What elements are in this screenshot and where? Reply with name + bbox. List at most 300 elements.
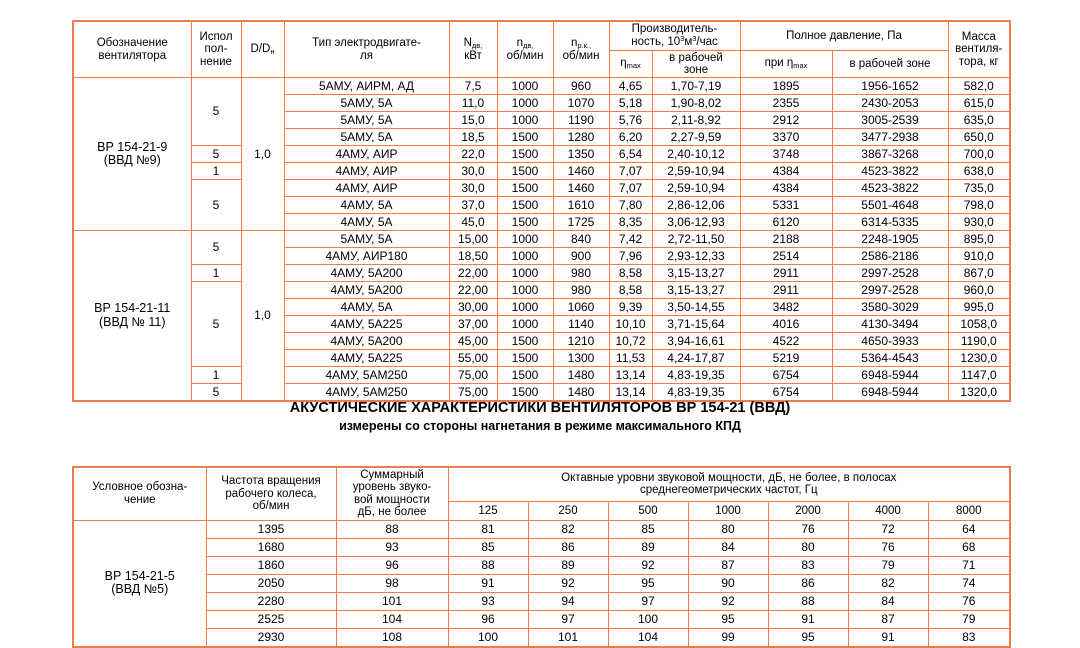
execution-cell: 5 xyxy=(191,282,241,367)
octave-1000-cell: 92 xyxy=(688,592,768,610)
mass-cell: 615,0 xyxy=(948,95,1010,112)
octave-2000-cell: 91 xyxy=(768,610,848,628)
motor-rpm-cell: 1500 xyxy=(497,367,553,384)
power-cell: 30,0 xyxy=(449,180,497,197)
octave-8000-cell: 83 xyxy=(928,628,1010,647)
performance-work-zone-cell: 2,27-9,59 xyxy=(652,129,740,146)
wheel-rpm-cell: 1680 xyxy=(206,538,336,556)
total-level-cell: 98 xyxy=(336,574,448,592)
total-level-cell: 108 xyxy=(336,628,448,647)
performance-work-zone-cell: 2,59-10,94 xyxy=(652,163,740,180)
motor-type-cell: 5АМУ, 5А xyxy=(284,129,449,146)
header-n-rk-rpm: $n_{р.к.,}$ об/мин xyxy=(553,21,609,78)
performance-work-zone-cell: 2,72-11,50 xyxy=(652,231,740,248)
pressure-at-eta-max-cell: 2911 xyxy=(740,282,832,299)
octave-250-cell: 101 xyxy=(528,628,608,647)
execution-cell: 1 xyxy=(191,163,241,180)
wheel-rpm-cell: 2280 xyxy=(206,592,336,610)
eta-max-cell: 10,10 xyxy=(609,316,652,333)
octave-500-cell: 97 xyxy=(608,592,688,610)
octave-125-cell: 96 xyxy=(448,610,528,628)
total-level-cell: 96 xyxy=(336,556,448,574)
acoustic-fan-designation-cell: ВР 154-21-5 (ВВД №5) xyxy=(73,520,206,647)
motor-rpm-cell: 1000 xyxy=(497,248,553,265)
wheel-rpm-cell: 1210 xyxy=(553,333,609,350)
wheel-rpm-cell: 1610 xyxy=(553,197,609,214)
octave-250-cell: 89 xyxy=(528,556,608,574)
mass-cell: 1320,0 xyxy=(948,384,1010,402)
wheel-rpm-cell: 2930 xyxy=(206,628,336,647)
pressure-work-zone-cell: 3477-2938 xyxy=(832,129,948,146)
octave-2000-cell: 83 xyxy=(768,556,848,574)
mass-cell: 635,0 xyxy=(948,112,1010,129)
execution-cell: 5 xyxy=(191,384,241,402)
pressure-work-zone-cell: 3580-3029 xyxy=(832,299,948,316)
pressure-at-eta-max-cell: 2912 xyxy=(740,112,832,129)
octave-125-cell: 85 xyxy=(448,538,528,556)
pressure-at-eta-max-cell: 6754 xyxy=(740,384,832,402)
pressure-work-zone-cell: 6948-5944 xyxy=(832,384,948,402)
motor-rpm-cell: 1500 xyxy=(497,129,553,146)
motor-rpm-cell: 1500 xyxy=(497,180,553,197)
eta-max-cell: 7,96 xyxy=(609,248,652,265)
octave-1000-cell: 90 xyxy=(688,574,768,592)
octave-250-cell: 82 xyxy=(528,520,608,538)
octave-1000-cell: 84 xyxy=(688,538,768,556)
power-cell: 18,50 xyxy=(449,248,497,265)
table1-body xyxy=(73,78,1010,402)
pressure-work-zone-cell: 5501-4648 xyxy=(832,197,948,214)
table1-head xyxy=(73,21,1010,78)
eta-max-cell: 8,58 xyxy=(609,265,652,282)
power-cell: 75,00 xyxy=(449,367,497,384)
motor-type-cell: 5АМУ, АИРМ, АД xyxy=(284,78,449,95)
table1-header-row-1 xyxy=(73,21,1010,50)
table-row xyxy=(73,265,1010,282)
mass-cell: 995,0 xyxy=(948,299,1010,316)
performance-work-zone-cell: 4,83-19,35 xyxy=(652,384,740,402)
eta-max-cell: 10,72 xyxy=(609,333,652,350)
header-designation: Обозначение вентилятора xyxy=(73,21,191,78)
motor-rpm-cell: 1000 xyxy=(497,299,553,316)
motor-rpm-cell: 1500 xyxy=(497,350,553,367)
power-cell: 37,00 xyxy=(449,316,497,333)
octave-4000-cell: 91 xyxy=(848,628,928,647)
section-title-line2: измерены со стороны нагнетания в режиме максимального КПД xyxy=(339,419,741,433)
power-cell: 11,0 xyxy=(449,95,497,112)
power-cell: 22,00 xyxy=(449,282,497,299)
performance-work-zone-cell: 1,90-8,02 xyxy=(652,95,740,112)
mass-cell: 582,0 xyxy=(948,78,1010,95)
octave-500-cell: 85 xyxy=(608,520,688,538)
eta-max-cell: 6,20 xyxy=(609,129,652,146)
octave-2000-cell: 88 xyxy=(768,592,848,610)
power-cell: 7,5 xyxy=(449,78,497,95)
octave-4000-cell: 76 xyxy=(848,538,928,556)
motor-rpm-cell: 1500 xyxy=(497,146,553,163)
pressure-at-eta-max-cell: 2911 xyxy=(740,265,832,282)
table-row xyxy=(73,628,1010,647)
motor-type-cell: 4АМУ, 5АМ250 xyxy=(284,367,449,384)
eta-max-cell: 11,53 xyxy=(609,350,652,367)
motor-rpm-cell: 1500 xyxy=(497,163,553,180)
table-row xyxy=(73,610,1010,628)
pressure-work-zone-cell: 4523-3822 xyxy=(832,163,948,180)
octave-4000-cell: 72 xyxy=(848,520,928,538)
mass-cell: 895,0 xyxy=(948,231,1010,248)
motor-rpm-cell: 1000 xyxy=(497,231,553,248)
mass-cell: 798,0 xyxy=(948,197,1010,214)
octave-500-cell: 100 xyxy=(608,610,688,628)
mass-cell: 1230,0 xyxy=(948,350,1010,367)
table-row xyxy=(73,78,1010,95)
motor-type-cell: 4АМУ, 5АМ250 xyxy=(284,384,449,402)
motor-rpm-cell: 1500 xyxy=(497,214,553,231)
total-level-cell: 88 xyxy=(336,520,448,538)
wheel-rpm-cell: 1190 xyxy=(553,112,609,129)
pressure-at-eta-max-cell: 4522 xyxy=(740,333,832,350)
pressure-work-zone-cell: 2997-2528 xyxy=(832,282,948,299)
mass-cell: 700,0 xyxy=(948,146,1010,163)
fan-specifications-table xyxy=(72,20,1011,402)
octave-125-cell: 100 xyxy=(448,628,528,647)
table-row xyxy=(73,592,1010,610)
motor-type-cell: 5АМУ, 5А xyxy=(284,95,449,112)
header-eta-max: $\eta_{max}$ xyxy=(609,50,652,78)
motor-type-cell: 4АМУ, 5А200 xyxy=(284,265,449,282)
pressure-work-zone-cell: 1956-1652 xyxy=(832,78,948,95)
d-ratio-cell: 1,0 xyxy=(241,231,284,402)
mass-cell: 1147,0 xyxy=(948,367,1010,384)
power-cell: 45,00 xyxy=(449,333,497,350)
octave-2000-cell: 95 xyxy=(768,628,848,647)
wheel-rpm-cell: 1300 xyxy=(553,350,609,367)
pressure-at-eta-max-cell: 4384 xyxy=(740,180,832,197)
execution-cell: 5 xyxy=(191,231,241,265)
eta-max-cell: 13,14 xyxy=(609,367,652,384)
pressure-work-zone-cell: 2248-1905 xyxy=(832,231,948,248)
motor-type-cell: 4АМУ, АИР xyxy=(284,180,449,197)
table-row xyxy=(73,231,1010,248)
pressure-at-eta-max-cell: 6120 xyxy=(740,214,832,231)
header-frequency-125: 125 xyxy=(448,501,528,520)
performance-work-zone-cell: 3,50-14,55 xyxy=(652,299,740,316)
motor-type-cell: 4АМУ, АИР180 xyxy=(284,248,449,265)
header-frequency-4000: 4000 xyxy=(848,501,928,520)
wheel-rpm-cell: 1060 xyxy=(553,299,609,316)
pressure-at-eta-max-cell: 2188 xyxy=(740,231,832,248)
motor-rpm-cell: 1000 xyxy=(497,95,553,112)
total-level-cell: 104 xyxy=(336,610,448,628)
motor-type-cell: 4АМУ, 5А200 xyxy=(284,333,449,350)
wheel-rpm-cell: 980 xyxy=(553,265,609,282)
table-row xyxy=(73,538,1010,556)
mass-cell: 650,0 xyxy=(948,129,1010,146)
octave-4000-cell: 82 xyxy=(848,574,928,592)
fan-designation-cell: ВР 154-21-11 (ВВД № 11) xyxy=(73,231,191,402)
wheel-rpm-cell: 1140 xyxy=(553,316,609,333)
power-cell: 30,0 xyxy=(449,163,497,180)
pressure-at-eta-max-cell: 3370 xyxy=(740,129,832,146)
eta-max-cell: 7,07 xyxy=(609,180,652,197)
wheel-rpm-cell: 1460 xyxy=(553,180,609,197)
table-row xyxy=(73,384,1010,402)
octave-125-cell: 91 xyxy=(448,574,528,592)
pressure-work-zone-cell: 6314-5335 xyxy=(832,214,948,231)
octave-8000-cell: 76 xyxy=(928,592,1010,610)
mass-cell: 910,0 xyxy=(948,248,1010,265)
motor-type-cell: 5АМУ, 5А xyxy=(284,112,449,129)
fan-specifications-table-container xyxy=(72,20,1009,402)
pressure-work-zone-cell: 2997-2528 xyxy=(832,265,948,282)
header-n-dv-rpm: $n_{дв,}$ об/мин xyxy=(497,21,553,78)
performance-work-zone-cell: 2,40-10,12 xyxy=(652,146,740,163)
wheel-rpm-cell: 900 xyxy=(553,248,609,265)
pressure-at-eta-max-cell: 1895 xyxy=(740,78,832,95)
wheel-rpm-cell: 1280 xyxy=(553,129,609,146)
pressure-at-eta-max-cell: 2514 xyxy=(740,248,832,265)
execution-cell: 5 xyxy=(191,146,241,163)
header-performance-group: Производитель- ность, $10^3м^3$/час xyxy=(609,21,740,50)
header-mass: Масса вентиля- тора, кг xyxy=(948,21,1010,78)
octave-250-cell: 97 xyxy=(528,610,608,628)
wheel-rpm-cell: 1480 xyxy=(553,384,609,402)
wheel-rpm-cell: 1395 xyxy=(206,520,336,538)
pressure-work-zone-cell: 4130-3494 xyxy=(832,316,948,333)
header-wheel-rpm: Частота вращения рабочего колеса, об/мин xyxy=(206,467,336,520)
header-pressure-work-zone: в рабочей зоне xyxy=(832,50,948,78)
eta-max-cell: 5,76 xyxy=(609,112,652,129)
motor-rpm-cell: 1000 xyxy=(497,265,553,282)
performance-work-zone-cell: 2,86-12,06 xyxy=(652,197,740,214)
performance-work-zone-cell: 3,15-13,27 xyxy=(652,282,740,299)
table-row xyxy=(73,520,1010,538)
wheel-rpm-cell: 2525 xyxy=(206,610,336,628)
header-d-ratio: $D/D_н$ xyxy=(241,21,284,78)
header-motor-type: Тип электродвигате- ля xyxy=(284,21,449,78)
total-level-cell: 93 xyxy=(336,538,448,556)
wheel-rpm-cell: 1480 xyxy=(553,367,609,384)
execution-cell: 5 xyxy=(191,78,241,146)
pressure-work-zone-cell: 3005-2539 xyxy=(832,112,948,129)
octave-500-cell: 95 xyxy=(608,574,688,592)
octave-1000-cell: 80 xyxy=(688,520,768,538)
pressure-work-zone-cell: 5364-4543 xyxy=(832,350,948,367)
octave-8000-cell: 74 xyxy=(928,574,1010,592)
octave-500-cell: 92 xyxy=(608,556,688,574)
d-ratio-cell: 1,0 xyxy=(241,78,284,231)
pressure-work-zone-cell: 3867-3268 xyxy=(832,146,948,163)
performance-work-zone-cell: 2,59-10,94 xyxy=(652,180,740,197)
wheel-rpm-cell: 980 xyxy=(553,282,609,299)
motor-type-cell: 5АМУ, 5А xyxy=(284,231,449,248)
header-octave-bands-group: Октавные уровни звуковой мощности, дБ, не более, в полосах среднегеометрических частот, Гц xyxy=(448,467,1010,501)
motor-rpm-cell: 1000 xyxy=(497,316,553,333)
wheel-rpm-cell: 1070 xyxy=(553,95,609,112)
pressure-at-eta-max-cell: 6754 xyxy=(740,367,832,384)
header-frequency-8000: 8000 xyxy=(928,501,1010,520)
execution-cell: 5 xyxy=(191,180,241,231)
eta-max-cell: 8,35 xyxy=(609,214,652,231)
power-cell: 30,00 xyxy=(449,299,497,316)
motor-rpm-cell: 1500 xyxy=(497,333,553,350)
header-frequency-250: 250 xyxy=(528,501,608,520)
octave-2000-cell: 80 xyxy=(768,538,848,556)
power-cell: 37,0 xyxy=(449,197,497,214)
pressure-at-eta-max-cell: 4384 xyxy=(740,163,832,180)
eta-max-cell: 8,58 xyxy=(609,282,652,299)
power-cell: 22,0 xyxy=(449,146,497,163)
octave-8000-cell: 68 xyxy=(928,538,1010,556)
performance-work-zone-cell: 2,93-12,33 xyxy=(652,248,740,265)
octave-125-cell: 88 xyxy=(448,556,528,574)
header-perf-work-zone: в рабочей зоне xyxy=(652,50,740,78)
pressure-at-eta-max-cell: 5219 xyxy=(740,350,832,367)
header-total-sound-level: Суммарный уровень звуко- вой мощности дБ, не более xyxy=(336,467,448,520)
pressure-work-zone-cell: 2586-2186 xyxy=(832,248,948,265)
mass-cell: 960,0 xyxy=(948,282,1010,299)
octave-1000-cell: 87 xyxy=(688,556,768,574)
eta-max-cell: 13,14 xyxy=(609,384,652,402)
octave-1000-cell: 99 xyxy=(688,628,768,647)
pressure-at-eta-max-cell: 3748 xyxy=(740,146,832,163)
header-n-dv-power: $N_{дв,}$ кВт xyxy=(449,21,497,78)
header-pressure-group: Полное давление, Па xyxy=(740,21,948,50)
motor-type-cell: 4АМУ, 5А xyxy=(284,214,449,231)
header-frequency-2000: 2000 xyxy=(768,501,848,520)
table-row xyxy=(73,180,1010,197)
pressure-at-eta-max-cell: 2355 xyxy=(740,95,832,112)
power-cell: 75,00 xyxy=(449,384,497,402)
motor-type-cell: 4АМУ, 5А xyxy=(284,197,449,214)
power-cell: 15,00 xyxy=(449,231,497,248)
wheel-rpm-cell: 1860 xyxy=(206,556,336,574)
wheel-rpm-cell: 1460 xyxy=(553,163,609,180)
power-cell: 55,00 xyxy=(449,350,497,367)
power-cell: 15,0 xyxy=(449,112,497,129)
eta-max-cell: 7,42 xyxy=(609,231,652,248)
motor-type-cell: 4АМУ, 5А225 xyxy=(284,350,449,367)
octave-125-cell: 81 xyxy=(448,520,528,538)
power-cell: 22,00 xyxy=(449,265,497,282)
mass-cell: 735,0 xyxy=(948,180,1010,197)
octave-500-cell: 89 xyxy=(608,538,688,556)
octave-4000-cell: 84 xyxy=(848,592,928,610)
motor-type-cell: 4АМУ, 5А200 xyxy=(284,282,449,299)
total-level-cell: 101 xyxy=(336,592,448,610)
octave-125-cell: 93 xyxy=(448,592,528,610)
acoustic-characteristics-table-container xyxy=(72,466,1009,648)
octave-1000-cell: 95 xyxy=(688,610,768,628)
acoustic-characteristics-table xyxy=(72,466,1011,648)
table-row xyxy=(73,367,1010,384)
performance-work-zone-cell: 3,06-12,93 xyxy=(652,214,740,231)
pressure-work-zone-cell: 4650-3933 xyxy=(832,333,948,350)
header-conditional-designation: Условное обозна- чение xyxy=(73,467,206,520)
table-row xyxy=(73,163,1010,180)
octave-4000-cell: 79 xyxy=(848,556,928,574)
table-row xyxy=(73,282,1010,299)
execution-cell: 1 xyxy=(191,265,241,282)
octave-2000-cell: 76 xyxy=(768,520,848,538)
wheel-rpm-cell: 960 xyxy=(553,78,609,95)
octave-4000-cell: 87 xyxy=(848,610,928,628)
performance-work-zone-cell: 1,70-7,19 xyxy=(652,78,740,95)
wheel-rpm-cell: 1350 xyxy=(553,146,609,163)
header-frequency-1000: 1000 xyxy=(688,501,768,520)
motor-type-cell: 4АМУ, АИР xyxy=(284,146,449,163)
eta-max-cell: 7,07 xyxy=(609,163,652,180)
fan-designation-cell: ВР 154-21-9 (ВВД №9) xyxy=(73,78,191,231)
motor-rpm-cell: 1500 xyxy=(497,384,553,402)
table-row xyxy=(73,574,1010,592)
mass-cell: 1190,0 xyxy=(948,333,1010,350)
octave-8000-cell: 64 xyxy=(928,520,1010,538)
pressure-at-eta-max-cell: 4016 xyxy=(740,316,832,333)
pressure-work-zone-cell: 2430-2053 xyxy=(832,95,948,112)
pressure-work-zone-cell: 4523-3822 xyxy=(832,180,948,197)
eta-max-cell: 9,39 xyxy=(609,299,652,316)
octave-500-cell: 104 xyxy=(608,628,688,647)
wheel-rpm-cell: 1725 xyxy=(553,214,609,231)
motor-rpm-cell: 1500 xyxy=(497,197,553,214)
motor-rpm-cell: 1000 xyxy=(497,282,553,299)
wheel-rpm-cell: 840 xyxy=(553,231,609,248)
section-title-line1: АКУСТИЧЕСКИЕ ХАРАКТЕРИСТИКИ ВЕНТИЛЯТОРОВ ВР 154-21 (ВВД) xyxy=(289,400,791,416)
table2-header-row-1 xyxy=(73,467,1010,501)
eta-max-cell: 7,80 xyxy=(609,197,652,214)
wheel-rpm-cell: 2050 xyxy=(206,574,336,592)
pressure-at-eta-max-cell: 3482 xyxy=(740,299,832,316)
octave-8000-cell: 71 xyxy=(928,556,1010,574)
power-cell: 18,5 xyxy=(449,129,497,146)
pressure-work-zone-cell: 6948-5944 xyxy=(832,367,948,384)
octave-250-cell: 92 xyxy=(528,574,608,592)
eta-max-cell: 6,54 xyxy=(609,146,652,163)
eta-max-cell: 4,65 xyxy=(609,78,652,95)
motor-rpm-cell: 1000 xyxy=(497,112,553,129)
motor-type-cell: 4АМУ, 5А xyxy=(284,299,449,316)
table-row xyxy=(73,556,1010,574)
performance-work-zone-cell: 4,24-17,87 xyxy=(652,350,740,367)
motor-rpm-cell: 1000 xyxy=(497,78,553,95)
octave-250-cell: 94 xyxy=(528,592,608,610)
mass-cell: 1058,0 xyxy=(948,316,1010,333)
eta-max-cell: 5,18 xyxy=(609,95,652,112)
header-pressure-at-eta-max: при $\eta_{max}$ xyxy=(740,50,832,78)
power-cell: 45,0 xyxy=(449,214,497,231)
octave-250-cell: 86 xyxy=(528,538,608,556)
table2-body xyxy=(73,520,1010,647)
octave-8000-cell: 79 xyxy=(928,610,1010,628)
header-frequency-500: 500 xyxy=(608,501,688,520)
performance-work-zone-cell: 3,15-13,27 xyxy=(652,265,740,282)
execution-cell: 1 xyxy=(191,367,241,384)
mass-cell: 867,0 xyxy=(948,265,1010,282)
motor-type-cell: 4АМУ, 5А225 xyxy=(284,316,449,333)
table2-head xyxy=(73,467,1010,520)
mass-cell: 930,0 xyxy=(948,214,1010,231)
motor-type-cell: 4АМУ, АИР xyxy=(284,163,449,180)
mass-cell: 638,0 xyxy=(948,163,1010,180)
octave-2000-cell: 86 xyxy=(768,574,848,592)
performance-work-zone-cell: 4,83-19,35 xyxy=(652,367,740,384)
pressure-at-eta-max-cell: 5331 xyxy=(740,197,832,214)
performance-work-zone-cell: 2,11-8,92 xyxy=(652,112,740,129)
performance-work-zone-cell: 3,71-15,64 xyxy=(652,316,740,333)
table-row xyxy=(73,146,1010,163)
header-execution: Испол пол- нение xyxy=(191,21,241,78)
